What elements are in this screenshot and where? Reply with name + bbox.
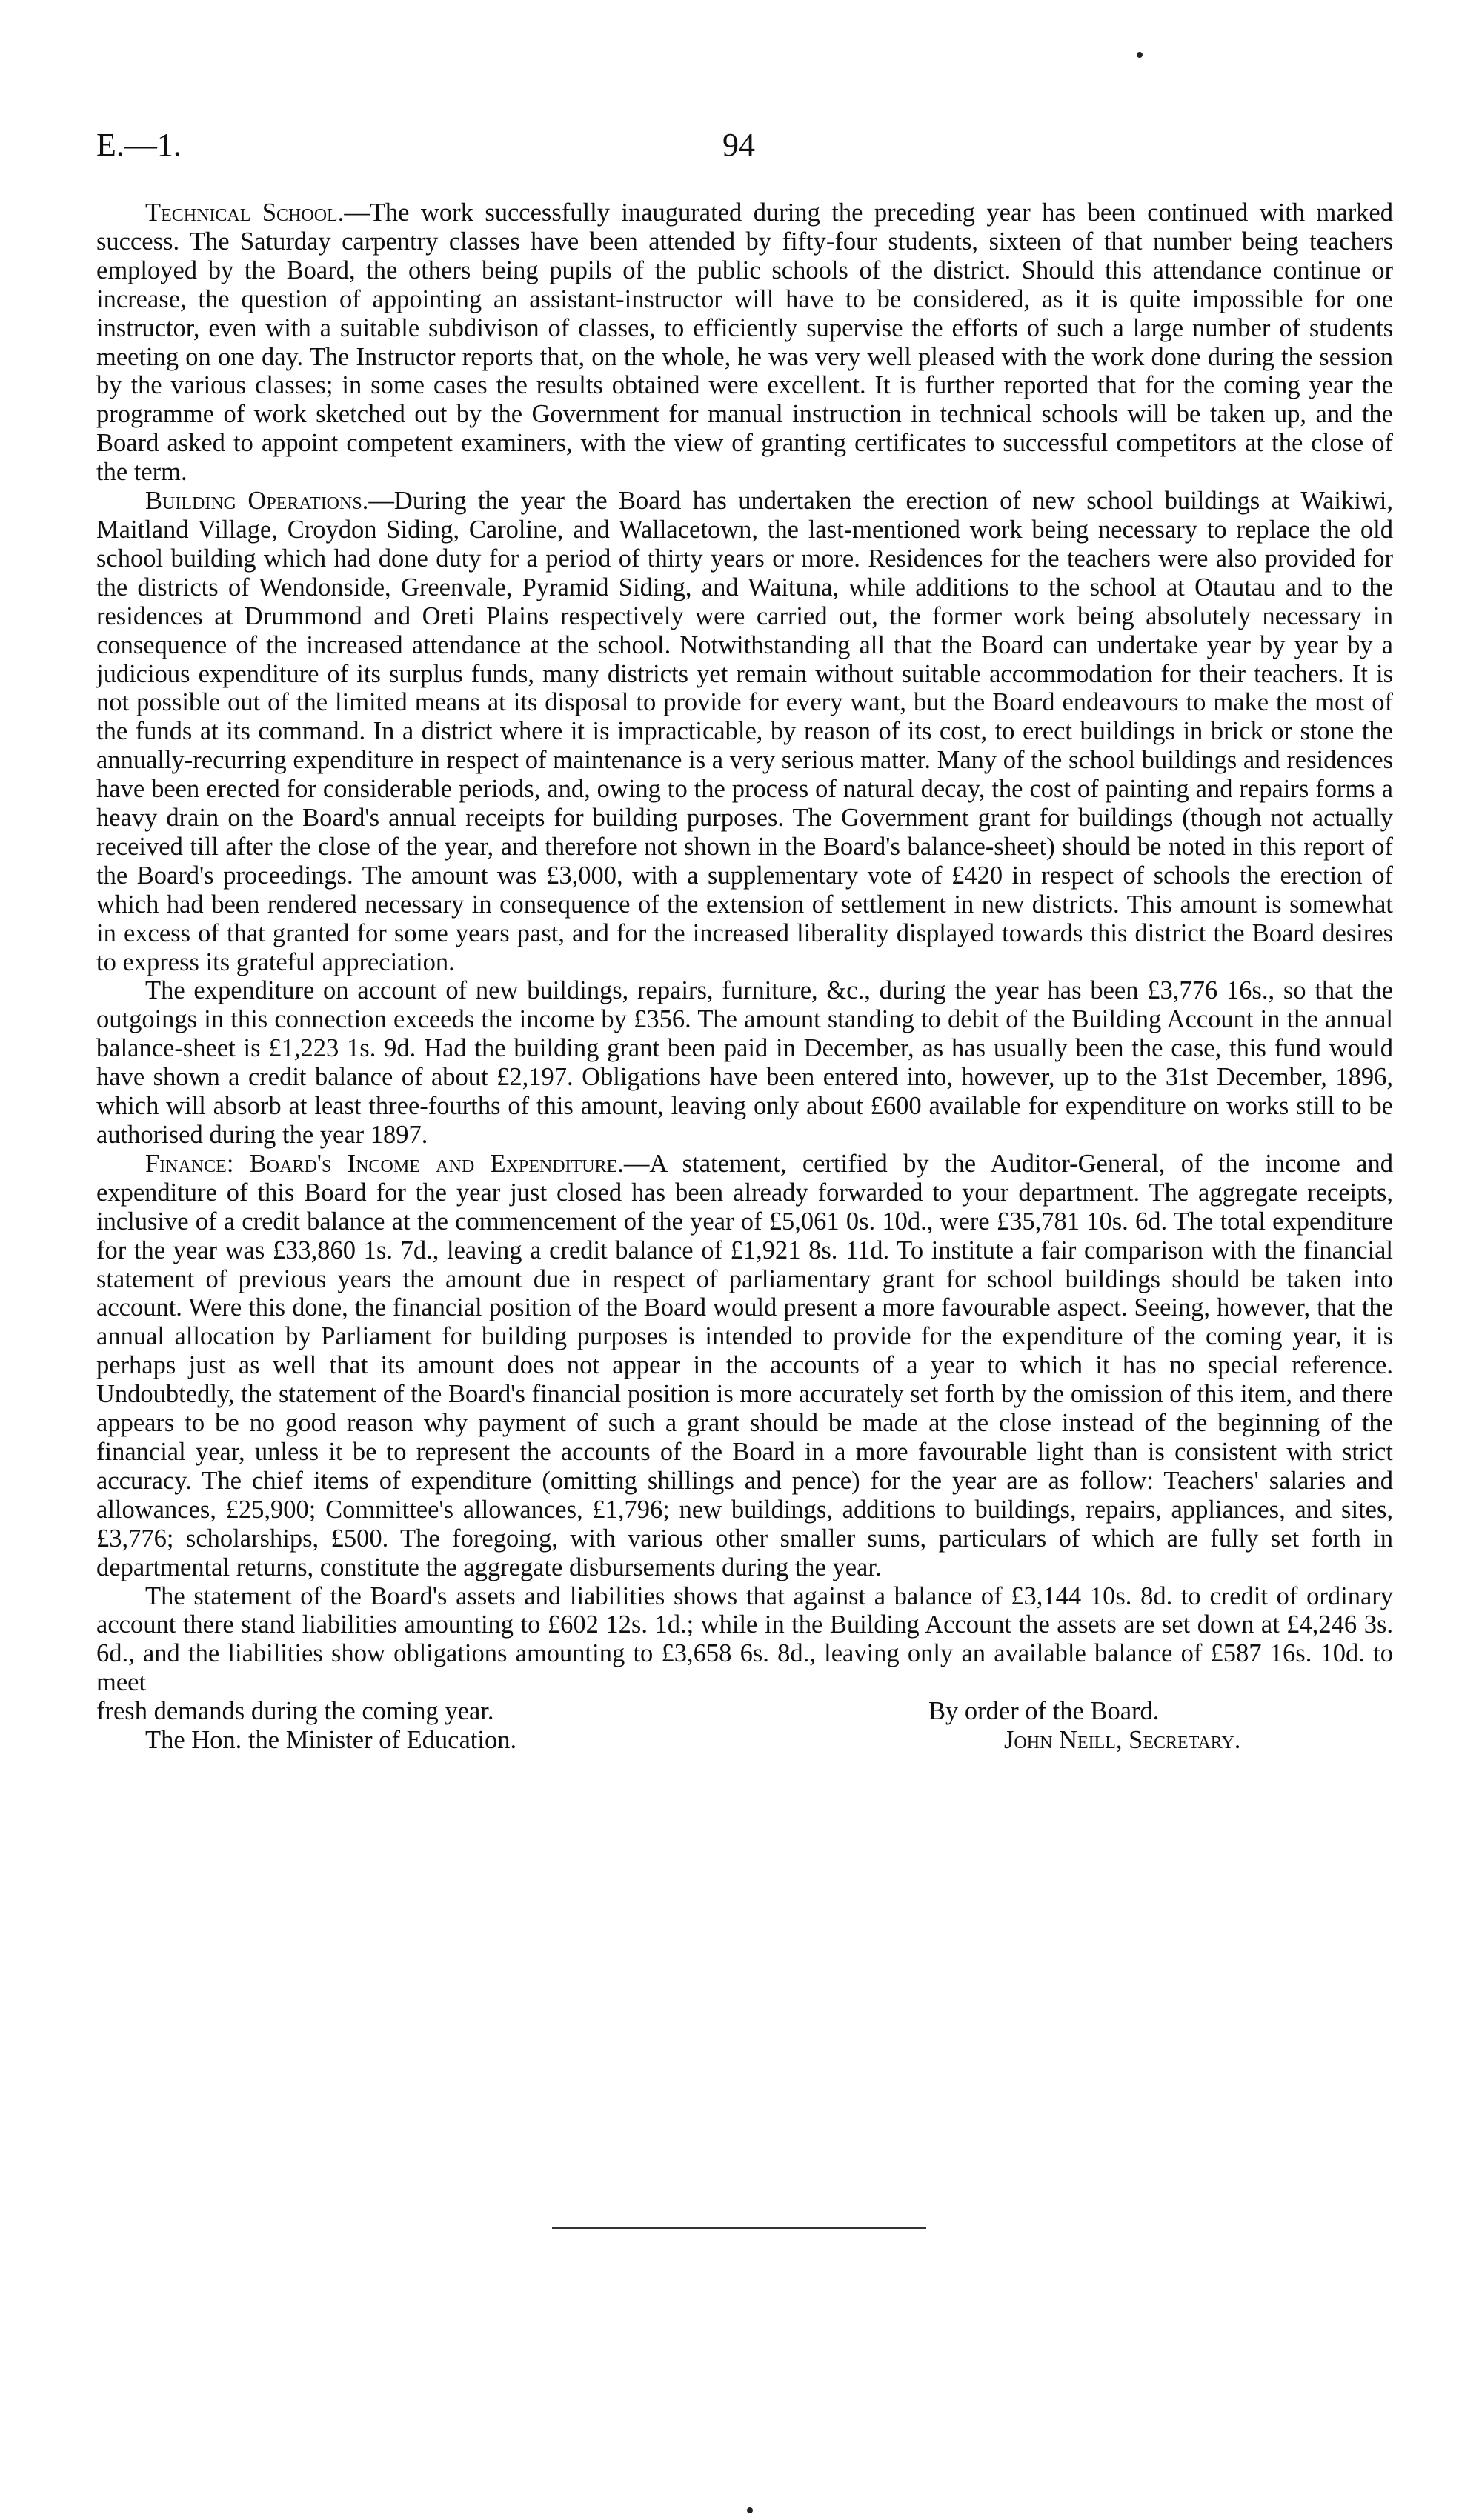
- section-divider: [552, 2227, 926, 2229]
- assets-paragraph: The statement of the Board's assets and liabilities shows that against a balance of £3,144 10s. 8d. to credit of ordinary account there stand liabilities amounting to £602 12s. 1d.; while in the Building Account the assets are set down at £4,246 3s. 6d., and the liabilities show obligations amounting to £3,658 6s. 8d., leaving only an available balance of £587 16s. 10d. to meet: [96, 1581, 1393, 1697]
- report-body: [96, 199, 1393, 1755]
- scan-speck-top: [1137, 52, 1143, 58]
- expenditure-paragraph: The expenditure on account of new buildings, repairs, furniture, &c., during the year has been £3,776 16s., so that the outgoings in this connection exceeds the income by £356. The amount standing to debit of the Building Account in the annual balance-sheet is £1,223 1s. 9d. Had the building grant been paid in December, as has usually been the case, this fund would have shown a credit balance of about £2,197. Obligations have been entered into, however, up to the 31st December, 1896, which will absorb at least three-fourths of this amount, leaving only about £600 available for expenditure on works still to be authorised during the year 1897.: [96, 976, 1393, 1149]
- signatory-line: John Neill, Secretary.: [1004, 1726, 1241, 1755]
- building-operations-text: —During the year the Board has undertaken the erection of new school buildings at Waikiwi, Maitland Village, Croydon Siding, Caroline, and Wallacetown, the last-mentioned work being necessary to replace the old school building which had done duty for a period of thirty years or more. Residences for the teachers were also provided for the districts of Wendonside, Greenvale, Pyramid Siding, and Waituna, while additions to the school at Otautau and to the residences at Drummond and Oreti Plains respectively were carried out, the former work being absolutely necessary in consequence of the increased attendance at the school. Notwithstanding all that the Board can undertake year by year by a judicious expenditure of its surplus funds, many districts yet remain without suitable accommodation for their teachers. It is not possible out of the limited means at its disposal to provide for every want, but the Board endeavours to make the most of the funds at its command. In a district where it is impracticable, by reason of its cost, to erect buildings in brick or stone the annually-recurring expenditure in respect of maintenance is a very serious matter. Many of the school buildings and residences have been erected for considerable periods, and, owing to the process of natural decay, the cost of painting and repairs forms a heavy drain on the Board's annual receipts for building purposes. The Government grant for buildings (though not actually received till after the close of the year, and therefore not shown in the Board's balance-sheet) should be noted in this report of the Board's proceedings. The amount was £3,000, with a supplementary vote of £420 in respect of schools the erection of which had been rendered necessary in consequence of the extension of settlement in new districts. This amount is somewhat in excess of that granted for some years past, and for the increased liberality displayed towards this district the Board desires to express its grateful appreciation.: [96, 487, 1393, 976]
- building-operations-paragraph: [96, 487, 1393, 976]
- closing-last-line: fresh demands during the coming year.: [96, 1697, 494, 1726]
- report-reference: E.—1.: [96, 127, 182, 163]
- by-order-line: By order of the Board.: [928, 1697, 1160, 1726]
- finance-text: —A statement, certified by the Auditor-General, of the income and expenditure of this Board for the year just closed has been already forwarded to your department. The aggregate receipts, inclusive of a credit balance at the commencement of the year of £5,061 0s. 10d., were £35,781 10s. 6d. The total expenditure for the year was £33,860 1s. 7d., leaving a credit balance of £1,921 8s. 11d. To institute a fair comparison with the financial statement of previous years the amount due in respect of parliamentary grant for school buildings should be taken into account. Were this done, the financial position of the Board would present a more favourable aspect. Seeing, however, that the annual allocation by Parliament for building purposes is intended to provide for the expenditure of the coming year, it is perhaps just as well that its amount does not appear in the accounts of a year to which it has no special reference. Undoubtedly, the statement of the Board's financial position is more accurately set forth by the omission of this item, and there appears to be no good reason why payment of such a grant should be made at the close instead of the beginning of the financial year, unless it be to represent the accounts of the Board in a more favourable light than is consistent with strict accuracy. The chief items of expenditure (omitting shillings and pence) for the year are as follow: Teachers' salaries and allowances, £25,900; Committee's allowances, £1,796; new buildings, additions to buildings, repairs, appliances, and sites, £3,776; scholarships, £500. The foregoing, with various other smaller sums, particulars of which are fully set forth in departmental returns, constitute the aggregate disbursements during the year.: [96, 1149, 1393, 1581]
- technical-school-paragraph: [96, 199, 1393, 487]
- finance-paragraph: [96, 1150, 1393, 1582]
- closing-line-1: [96, 1697, 1393, 1726]
- addressee-line: The Hon. the Minister of Education.: [145, 1726, 517, 1755]
- building-operations-heading: Building Operations.: [145, 487, 369, 516]
- technical-school-text: —The work successfully inaugurated during the preceding year has been continued with marked success. The Saturday carpentry classes have been attended by fifty-four students, sixteen of that number being teachers employed by the Board, the others being pupils of the public schools of the district. Should this attendance continue or increase, the question of appointing an assistant-instructor will have to be considered, as it is quite impossible for one instructor, even with a suitable subdivison of classes, to efficiently supervise the efforts of such a large number of students meeting on one day. The Instructor reports that, on the whole, he was very well pleased with the work done during the session by the various classes; in some cases the results obtained were excellent. It is further reported that for the coming year the programme of work sketched out by the Government for manual instruction in technical schools will be taken up, and the Board asked to appoint competent examiners, with the view of granting certificates to successful competitors at the close of the term.: [96, 199, 1393, 487]
- finance-heading: Finance: Board's Income and Expenditure.: [145, 1149, 624, 1178]
- technical-school-heading: Technical School.: [145, 199, 345, 227]
- scan-speck-bottom: [747, 2507, 753, 2513]
- page-header: [96, 126, 1393, 170]
- closing-line-2: [96, 1726, 1393, 1755]
- page-number: 94: [722, 127, 755, 163]
